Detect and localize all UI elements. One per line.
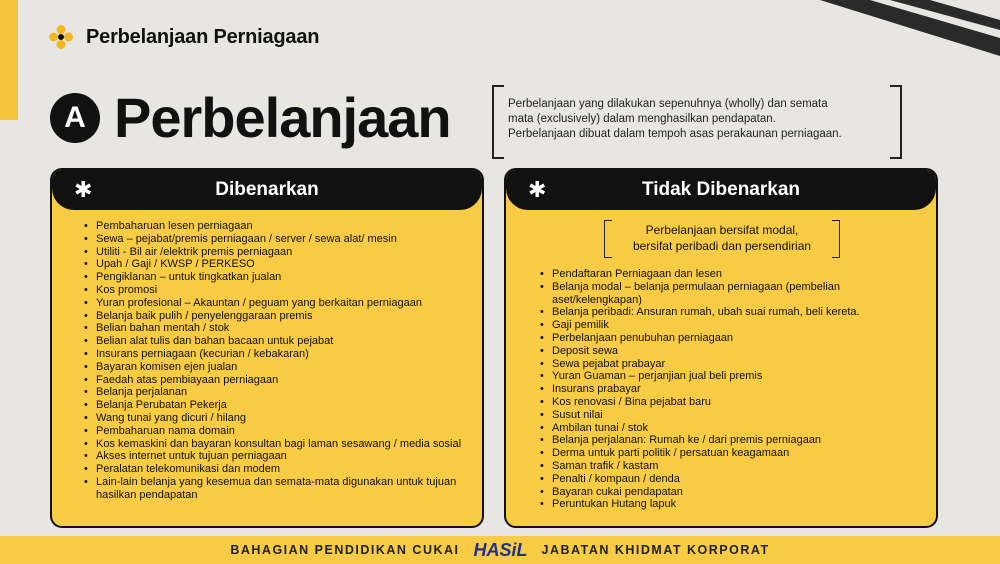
footer (0, 536, 1000, 564)
list-item: • Peralatan telekomunikasi dan modem (84, 463, 464, 476)
list-item: • Faedah atas pembiayaan perniagaan (84, 374, 464, 387)
list-item: • Belanja Perubatan Pekerja (84, 399, 464, 412)
list-item: • Gaji pemilik (540, 319, 925, 332)
list-item: • Perbelanjaan penubuhan perniagaan (540, 332, 925, 345)
allowed-panel (50, 168, 484, 528)
footer-division: JABATAN KHIDMAT KORPORAT (541, 543, 770, 557)
list-item: • Deposit sewa (540, 345, 925, 358)
list-item: • Saman trafik / kastam (540, 460, 925, 473)
hasil-logo: HASiL (473, 539, 528, 560)
disallowed-title: Tidak Dibenarkan (641, 179, 801, 200)
list-item: • Pendaftaran Perniagaan dan lesen (540, 268, 925, 281)
allowed-panel-header (52, 170, 482, 210)
list-item: • Pembaharuan nama domain (84, 425, 464, 438)
list-item: • Belanja baik pulih / penyelenggaraan premis (84, 310, 464, 323)
allowed-title: Dibenarkan (215, 179, 319, 200)
list-item: • Sewa – pejabat/premis perniagaan / server / sewa alat/ mesin (84, 233, 464, 246)
asterisk-icon: ✱ (74, 177, 93, 202)
note-text (604, 220, 840, 254)
list-item: • Susut nilai (540, 409, 925, 422)
header (48, 24, 319, 50)
corner-stripe-right (780, 0, 1000, 70)
bracket-left (492, 85, 504, 159)
note-line: bersifat peribadi dan persendirian (632, 239, 812, 253)
list-item: • Kos renovasi / Bina pejabat baru (540, 396, 925, 409)
disallowed-panel-header (506, 170, 936, 210)
header-title: Perbelanjaan Perniagaan (86, 25, 320, 48)
list-item: • Insurans prabayar (540, 383, 925, 396)
definition-box (492, 85, 902, 155)
section-heading (50, 86, 451, 149)
list-item: • Insurans perniagaan (kecurian / kebakaran) (84, 348, 464, 361)
list-item: • Kos promosi (84, 284, 464, 297)
list-item: • Wang tunai yang dicuri / hilang (84, 412, 464, 425)
list-item: • Kos kemaskini dan bayaran konsultan bagi laman sesawang / media sosial (84, 438, 464, 451)
disallowed-list (540, 268, 925, 511)
list-item: • Lain-lain belanja yang kesemua dan semata-mata digunakan untuk tujuan hasilkan pendapatan (84, 476, 464, 502)
list-item: • Bayaran cukai pendapatan (540, 486, 925, 499)
list-item: • Sewa pejabat prabayar (540, 358, 925, 371)
list-item: • Belanja perjalanan (84, 386, 464, 399)
list-item: • Bayaran komisen ejen jualan (84, 361, 464, 374)
list-item: • Penalti / kompaun / denda (540, 473, 925, 486)
list-item: • Upah / Gaji / KWSP / PERKESO (84, 258, 464, 271)
list-item: • Yuran profesional – Akauntan / peguam yang berkaitan perniagaan (84, 297, 464, 310)
footer-department: BAHAGIAN PENDIDIKAN CUKAI (230, 543, 460, 557)
definition-line: Perbelanjaan yang dilakukan sepenuhnya (wholly) dan semata (508, 98, 828, 110)
bracket-right (890, 85, 902, 159)
corner-stripe-left (0, 0, 18, 120)
disallowed-panel (504, 168, 938, 528)
list-item: • Pembaharuan lesen perniagaan (84, 220, 464, 233)
list-item: • Pengiklanan – untuk tingkatkan jualan (84, 271, 464, 284)
list-item: • Peruntukan Hutang lapuk (540, 498, 925, 511)
asterisk-icon: ✱ (528, 177, 547, 202)
list-item: • Utiliti - Bil air /elektrik premis perniagaan (84, 246, 464, 259)
definition-line: mata (exclusively) dalam menghasilkan pendapatan. (508, 113, 776, 125)
bracket-right (832, 220, 840, 258)
section-badge: A (50, 93, 100, 143)
list-item: • Belanja perjalanan: Rumah ke / dari premis perniagaan (540, 434, 925, 447)
list-item: • Ambilan tunai / stok (540, 422, 925, 435)
list-item: • Akses internet untuk tujuan perniagaan (84, 450, 464, 463)
bracket-left (604, 220, 612, 258)
page-title: Perbelanjaan (114, 86, 451, 149)
list-item: • Yuran Guaman – perjanjian jual beli premis (540, 370, 925, 383)
definition-text (508, 97, 888, 142)
list-item: • Derma untuk parti politik / persatuan keagamaan (540, 447, 925, 460)
flower-logo-icon (48, 24, 74, 50)
allowed-list (84, 220, 464, 502)
list-item: • Belian alat tulis dan bahan bacaan untuk pejabat (84, 335, 464, 348)
list-item: • Belanja peribadi: Ansuran rumah, ubah suai rumah, beli kereta. (540, 306, 925, 319)
disallowed-note (604, 220, 840, 256)
list-item: • Belanja modal – belanja permulaan perniagaan (pembelian aset/kelengkapan) (540, 281, 925, 307)
list-item: • Belian bahan mentah / stok (84, 322, 464, 335)
definition-line: Perbelanjaan dibuat dalam tempoh asas perakaunan perniagaan. (508, 128, 842, 140)
note-line: Perbelanjaan bersifat modal, (645, 223, 799, 237)
